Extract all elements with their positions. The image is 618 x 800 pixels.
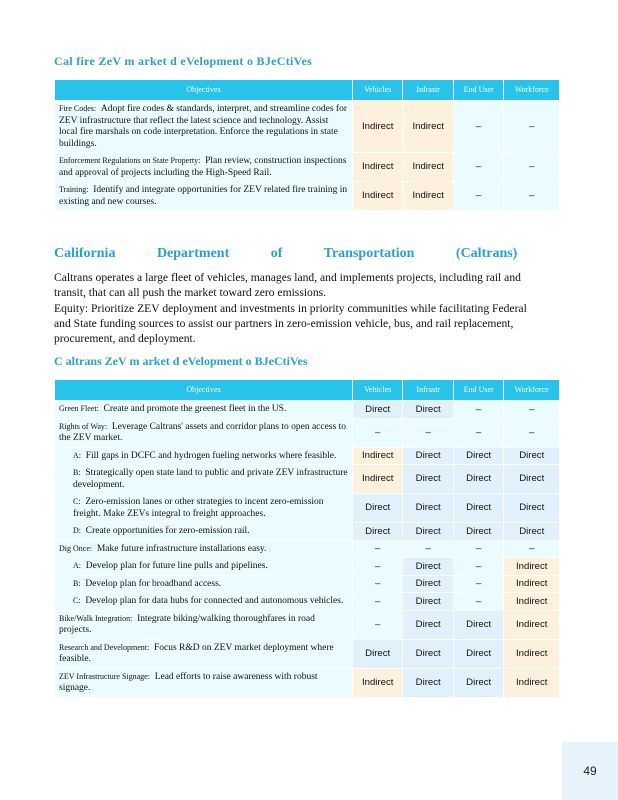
objective-text: Develop plan for data hubs for connected and autonomous vehicles.	[85, 596, 344, 606]
objective-cell	[55, 182, 353, 211]
cell-workforce: –	[504, 401, 560, 419]
table-row	[55, 465, 560, 494]
cell-infrastr: –	[403, 418, 454, 447]
table-row	[55, 418, 560, 447]
cell-workforce: Direct	[504, 447, 560, 465]
cell-vehicles: Indirect	[352, 447, 403, 465]
col-header-vehicles: Vehicles	[352, 80, 403, 101]
cell-infrastr: Indirect	[403, 182, 454, 211]
cell-end-user: Direct	[453, 668, 504, 697]
table-row	[55, 668, 560, 697]
cell-workforce: –	[504, 182, 560, 211]
table-row	[55, 447, 560, 465]
objective-cell	[55, 639, 353, 668]
cell-workforce: Indirect	[504, 593, 560, 611]
objective-cell	[55, 447, 353, 465]
cell-infrastr: Direct	[403, 401, 454, 419]
objective-cell	[55, 401, 353, 419]
cell-end-user: –	[453, 153, 504, 182]
objective-cell	[55, 523, 353, 541]
cell-infrastr: Direct	[403, 639, 454, 668]
cell-workforce: Direct	[504, 494, 560, 523]
cell-end-user: –	[453, 182, 504, 211]
equity-text: Prioritize ZEV deployment and investments in priority communities while facilitating Federal and State funding sources to assist our partners in zero-emission vehicle, bus, and rail replacement, procurement, and deployment.	[54, 302, 527, 345]
objective-cell	[55, 558, 353, 576]
objective-text: Leverage Caltrans' assets and corridor plans to open access to the ZEV market.	[59, 421, 346, 443]
col-header-infrastr: Infrastr	[403, 80, 454, 101]
calfire-table-body	[55, 101, 560, 211]
objective-text: Lead efforts to raise awareness with robust signage.	[59, 671, 318, 693]
objective-text: Create and promote the greenest fleet in the US.	[103, 404, 287, 414]
cell-end-user: –	[453, 593, 504, 611]
objective-label: Bike/Walk Integration:	[59, 613, 133, 623]
objective-label: A:	[73, 450, 81, 460]
col-header-vehicles: Vehicles	[352, 380, 403, 401]
cell-infrastr: Indirect	[403, 153, 454, 182]
objective-cell	[55, 418, 353, 447]
cell-vehicles: –	[352, 558, 403, 576]
table-row	[55, 401, 560, 419]
cell-infrastr: Direct	[403, 610, 454, 639]
objective-text: Develop plan for broadband access.	[85, 578, 222, 589]
cell-end-user: –	[453, 101, 504, 153]
cell-end-user: Direct	[453, 610, 504, 639]
cell-workforce: Direct	[504, 465, 560, 494]
objective-label: D:	[73, 526, 81, 535]
cell-end-user: –	[453, 558, 504, 576]
objective-label: Dig Once:	[59, 543, 93, 553]
cell-vehicles: –	[352, 593, 403, 611]
col-header-objectives: Objectives	[55, 80, 353, 101]
objective-label: B:	[73, 468, 81, 477]
cell-end-user: Direct	[453, 465, 504, 494]
objective-label: C:	[73, 596, 81, 605]
objective-text: Develop plan for future line pulls and pipelines.	[85, 561, 268, 571]
objective-text: Adopt fire codes & standards, interpret, and streamline codes for ZEV infrastructure that reflect the latest science and technology. Assist local fire marshals on code interpretation. Enforce the regulations in state buildings.	[59, 104, 347, 149]
cell-infrastr: Direct	[403, 558, 454, 576]
table-row	[55, 523, 560, 541]
cell-infrastr: Direct	[403, 575, 454, 593]
col-header-infrastr: Infrastr	[403, 380, 454, 401]
cell-vehicles: Indirect	[352, 182, 403, 211]
cell-vehicles: Indirect	[352, 101, 403, 153]
cell-workforce: Indirect	[504, 575, 560, 593]
table-header-row	[55, 380, 560, 401]
objective-cell	[55, 465, 353, 494]
cell-end-user: –	[453, 540, 504, 558]
objective-cell	[55, 610, 353, 639]
objective-text: Create opportunities for zero-emission rail.	[85, 526, 250, 536]
objective-text: Identify and integrate opportunities for ZEV related fire training in existing and new courses.	[59, 185, 348, 207]
cell-end-user: –	[453, 418, 504, 447]
objective-label: ZEV Infrastructure Signage:	[59, 671, 150, 681]
col-header-workforce: Workforce	[504, 380, 560, 401]
table-row	[55, 639, 560, 668]
objective-label: A:	[73, 561, 81, 570]
objective-cell	[55, 153, 353, 182]
cell-workforce: –	[504, 153, 560, 182]
objective-label: C:	[73, 497, 81, 506]
cell-vehicles: Direct	[352, 523, 403, 541]
objective-text: Focus R&D on ZEV market deployment where feasible.	[59, 642, 334, 664]
caltrans-objectives-table	[54, 379, 560, 698]
cell-infrastr: Direct	[403, 465, 454, 494]
objective-cell	[55, 668, 353, 697]
cell-infrastr: Direct	[403, 494, 454, 523]
objective-label: Green Fleet:	[59, 404, 99, 413]
cell-end-user: Direct	[453, 639, 504, 668]
objective-text: Integrate biking/walking thoroughfares in road projects.	[59, 613, 315, 635]
objective-text: Zero-emission lanes or other strategies to incent zero-emission freight. Make ZEVs integral to freight approaches.	[73, 497, 324, 519]
objective-label: B:	[73, 578, 81, 588]
cell-infrastr: –	[403, 540, 454, 558]
cell-vehicles: Direct	[352, 401, 403, 419]
cell-vehicles: –	[352, 540, 403, 558]
col-header-end-user: End User	[453, 80, 504, 101]
table-header-row	[55, 80, 560, 101]
objective-text: Make future infrastructure installations easy.	[96, 543, 267, 554]
objective-label: Rights of Way:	[59, 421, 108, 431]
caltrans-section-title: C altrans ZeV m arket d eVelopment o BJeCtiVes	[54, 354, 308, 368]
objective-text: Strategically open state land to public and private ZEV infrastructure development.	[73, 468, 348, 490]
cell-workforce: Indirect	[504, 668, 560, 697]
cell-infrastr: Direct	[403, 668, 454, 697]
table-row	[55, 610, 560, 639]
table-row	[55, 575, 560, 593]
cell-end-user: Direct	[453, 523, 504, 541]
objective-cell	[55, 575, 353, 593]
objective-text: Fill gaps in DCFC and hydrogen fueling networks where feasible.	[85, 450, 337, 461]
table-row	[55, 540, 560, 558]
cell-infrastr: Indirect	[403, 101, 454, 153]
cell-workforce: Direct	[504, 523, 560, 541]
table-row	[55, 494, 560, 523]
cell-workforce: Indirect	[504, 610, 560, 639]
page-number-box	[562, 742, 618, 800]
cell-vehicles: Direct	[352, 639, 403, 668]
cell-vehicles: Direct	[352, 494, 403, 523]
table-row	[55, 153, 560, 182]
table-row	[55, 593, 560, 611]
cell-end-user: Direct	[453, 494, 504, 523]
cell-workforce: Indirect	[504, 558, 560, 576]
cell-vehicles: –	[352, 610, 403, 639]
cell-workforce: –	[504, 418, 560, 447]
caltrans-heading: California Department of Transportation (Caltrans)	[54, 246, 518, 261]
col-header-end-user: End User	[453, 380, 504, 401]
cell-infrastr: Direct	[403, 447, 454, 465]
cell-vehicles: Indirect	[352, 668, 403, 697]
equity-label: Equity:	[54, 302, 89, 315]
objective-label: Enforcement Regulations on State Property:	[59, 156, 201, 165]
cell-vehicles: –	[352, 418, 403, 447]
cell-end-user: –	[453, 401, 504, 419]
objective-cell	[55, 101, 353, 153]
caltrans-intro: Caltrans operates a large fleet of vehicles, manages land, and implements projects, including rail and transit, that can all push the market toward zero emissions.	[54, 271, 521, 299]
cell-end-user: –	[453, 575, 504, 593]
cell-workforce: Indirect	[504, 639, 560, 668]
cell-infrastr: Direct	[403, 523, 454, 541]
objective-cell	[55, 494, 353, 523]
objective-label: Fire Codes:	[59, 104, 97, 113]
objective-text: Plan review, construction inspections and approval of projects including the High-Speed Rail.	[59, 156, 347, 178]
cell-workforce: –	[504, 101, 560, 153]
objective-cell	[55, 593, 353, 611]
cell-infrastr: Direct	[403, 593, 454, 611]
col-header-workforce: Workforce	[504, 80, 560, 101]
equity-paragraph	[54, 301, 534, 346]
caltrans-table-body	[55, 401, 560, 698]
calfire-objectives-table	[54, 79, 560, 211]
page-number: 49	[583, 764, 597, 778]
cell-vehicles: Indirect	[352, 153, 403, 182]
objective-label: Training:	[59, 185, 89, 194]
table-row	[55, 558, 560, 576]
table-row	[55, 101, 560, 153]
cell-vehicles: Indirect	[352, 465, 403, 494]
objective-cell	[55, 540, 353, 558]
cell-workforce: –	[504, 540, 560, 558]
cell-end-user: Direct	[453, 447, 504, 465]
objective-label: Research and Development:	[59, 642, 150, 652]
col-header-objectives: Objectives	[55, 380, 353, 401]
cell-vehicles: –	[352, 575, 403, 593]
calfire-section-title: Cal fire ZeV m arket d eVelopment o BJeCtiVes	[54, 54, 313, 68]
table-row	[55, 182, 560, 211]
